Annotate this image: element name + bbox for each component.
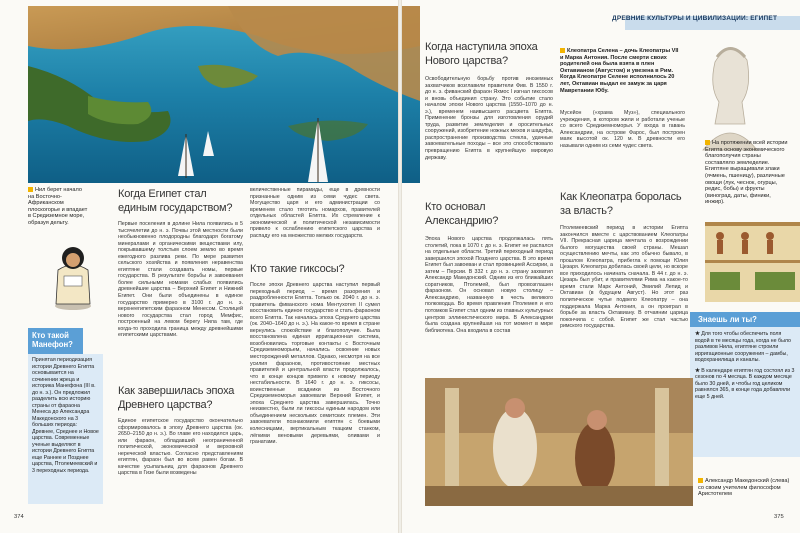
- scribe-illustration: [48, 240, 98, 312]
- nile-caption-text: Нил берет начало на Восточно-Африканском плоскогорье и впадает в Средиземное море, образуя дельту.: [28, 187, 88, 226]
- did-you-know-item: ★ В календаре египтян год состоял из 3 сезонов по 4 месяца. В каждом месяце было 30 дней, и чтобы год целиком равнялся 365, в конце года добавляли еще 5 дней.: [695, 367, 795, 400]
- cleopatra-selene-caption-text: Клеопатра Селена – дочь Клеопатры VII и Марка Антония. После смерти своих родителей она была взята в плен Октавианом (Августом) и увезена в Рим. Когда Клеопатре Селене исполнилось 20 лет, Октавиан выдал ее замуж за царя Мавретании Юбу.: [560, 48, 679, 94]
- alexander-aristotle-painting: [425, 378, 693, 506]
- nile-landscape-image: [28, 6, 420, 183]
- text-cleopatra: Птолемеевский период в истории Египта закончился вместе с царствованием Клеопатры VII. Прекрасная царица мечтала о возрождении былого могущества своей страны. Мешал осуществлению мечты, как это обычно бывало, в прошлом Клеопатра, прибегла к помощи Юлия Цезаря. Клеопатра добилась своей цели, но вскоре все приходилось начинать сначала. В 44 г. до н. э. Цезарь был убит, и правителями Рима на какое-то время стали Марк Антоний, Эмилий Лепид и Октавиан (в будущем Август). Но этот раз политическое чутье подвело Клеопатру – она поддержала Марка Антония, а он проиграл в борьбе за власть Октавиану. В отчаянии царица покончила с собой. Египет же стал частью римского государства.: [560, 225, 688, 330]
- irrigation-caption-text: На протяжении всей истории Египта основу экономического благополучия страны составляло земледелие. Египтяне выращивали злаки (ячмень, пшеницу), различные овощи (лук, чеснок, огурцы, редис, бобы) и фрукты (виноград, даты, финики, инжир).: [705, 140, 788, 206]
- aristotle-caption: [698, 478, 793, 498]
- text-old-kingdom: Единое египетское государство окончательно сформировалось в эпоху Древнего царства (ок. 2650–2150 до н. э.). Во главе его находился царь, или фараон, обладавший неограниченной политической, экономической и верховной нереческой властью. Согласно представлениям египтян, фараон был во всем равен богам. В качестве усыпальниц для фараонов Древнего царства в Гизе были возведены: [118, 418, 243, 477]
- cleopatra-bust-image: [697, 32, 763, 152]
- page-number-right: 375: [774, 514, 784, 520]
- text-mouseion: Мусейон («храма Муз»), специального учреждения, в котором жили и работали ученые со всего Средиземноморья. У входа в гавань Александрии, на острове Фарос, был построен маяк высотой ок. 120 м. В древности его называли одним из семи чудес света.: [560, 110, 685, 149]
- heading-new-kingdom: Когда наступила эпоха Нового царства?: [425, 41, 538, 67]
- did-you-know-item: ★ Для того чтобы обеспечить поля водой в те месяцы года, когда не было разливов Нила, египтяне строили ирригационные сооружения – дамбы, водохранилища и каналы.: [695, 331, 791, 363]
- heading-old-kingdom: Как завершилась эпоха Древнего царства?: [118, 385, 235, 411]
- did-you-know-body: [690, 327, 800, 457]
- nile-photo: [28, 6, 420, 183]
- cleopatra-selene-caption: [560, 48, 680, 94]
- text-unified-state: Первые поселения в долине Нила появились в 5 тысячелетии до н. э. Почвы этой местности были необыкновенно плодородны благодаря богатому минералами и органическими веществами илу, покрывавшему толстым слоем землю во время ежегодного разлива реки. По мере развития сельского хозяйства и появления неравенства египтяне стали создавать номы, первые государства. В результате борьбы и завоевания более сильными номами слабых появились древнейшие царства – Верхний Египет и Нижний Египет. Они были объединены в единое государство примерно в 3100 г. до н. э. верхнеегипетским фараоном Менесом. Столицей нового государства стал город Мемфис, построенный на левом берегу Нила там, где когда-то проходила граница между древнейшими египетскими царствами.: [118, 221, 243, 339]
- text-alexandria: Эпоха Нового царства продолжалась пять столетий, пока в 1070 г. до н. э. Египет не распался на отдельные области. Третий переходный период завершился эпохой Позднего царства. В это время Египет был завоеван и стал провинцией Ассирии, а затем – Персии. В 332 г. до н. э. страну захватил Александр Македонский. Одним из его ближайших соратников, Птолемей, был провозглашен фараоном. Он основал новую столицу – Александрию, названную в честь великого полководца. Во время правления Птолемея и его потомков Египет стал одним из главных культурных центров эллинистического мира. В Александрии была создана крупнейшая на тот момент в мире библиотека. Она входила в состав: [425, 236, 553, 334]
- who-was-menes-body: Принятая периодизация истории Древнего Египта основывается на сочинении жреца и историка Манефона (III в. до н. э.). Он предложил разделить всю историю страны от фараона Менеса до Александра Македонского на 3 больших периода: Древнее, Среднее и Новое царства. Современные ученые выделяют в истории Древнего Египта еще Раннее и Позднее царства, Птолемеевский и 3 переходных периода.: [28, 354, 103, 504]
- heading-hyksos: Кто такие гиксосы?: [250, 263, 345, 275]
- text-hyksos: После эпохи Древнего царства наступил первый переходный период – время разорения и раздробленности Египта. Только ок. 2040 г. до н. э. правитель фиванского нома Ментухотеп II сумел восстановить единое государство и стать фараоном всего Египта. Так началась эпоха Среднего царства (ок. 2040–1640 до н. э.). На какое-то время в стране вернулись спокойствие и благополучие. Была восстановлена единая ирригационная система, возобновились торговые контакты с Восточным Средиземноморьем, начались освоение новых месторождений металлов. Однако, несмотря на все усилия фараонов, противостояние местных правителей и центральной власти продолжалось, что в конце концов привело к новому периоду нестабильности. В 1640 г. до н. э. гиксосы, воинственные всадники из Восточного Средиземноморья завоевали Верхний Египет, и эпоха Среднего царства завершилась. Точно неизвестно, были ли гиксосы единым народом или объединением нескольких семитских племен. Эти завоеватели познакомили египтян с боевыми колесницами, вертикальным ткацким станком, лёгкими веновыми деревьями, оливами и гранатами.: [250, 282, 380, 446]
- page-number-left: 374: [14, 514, 24, 520]
- nile-caption: [28, 187, 88, 227]
- heading-cleopatra: Как Клеопатра боролась за власть?: [560, 191, 682, 217]
- section-header: ДРЕВНИЕ КУЛЬТУРЫ И ЦИВИЛИЗАЦИИ: ЕГИПЕТ: [612, 15, 778, 22]
- text-new-kingdom: Освободительную борьбу против иноземных захватчиков возглавили правители Фив. В 1550 г. до н. э. фиванский фараон Яхмос I изгнал гиксосов и вновь объединил страну. Это событие стало началом эпохи Нового царства (1550–1070 до н. э.), временем наивысшего расцвета Египта. Применение бронзы для изготовления орудий труда, развитие земледелия и оросительных сооружений, изобретение ножных мехов и шадуфа, распространение производства стекла, удачные завоевательные походы – все это способствовало превращению Египта в крупнейшую мировую державу.: [425, 76, 553, 161]
- bullet-icon: [560, 48, 565, 53]
- heading-alexandria: Кто основал Александрию?: [425, 201, 499, 227]
- irrigation-caption: [705, 140, 790, 206]
- farming-fresco-image: [705, 222, 800, 302]
- text-pyramids: величественные пирамиды, еще в древности признанные одним из семи чудес света. Могущество царя и его администрации со временем стало тяготить номархов, правителей отдельных областей Египта. Их стремление к экономической и политической независимости привело к ослаблению египетского царства и распаду его на множество мелких государств.: [250, 187, 380, 239]
- did-you-know-title: Знаешь ли ты?: [690, 312, 800, 327]
- who-was-menes-title: Кто такой Манефон?: [28, 328, 83, 354]
- book-gutter: [398, 0, 402, 533]
- did-you-know-item2-text: В календаре египтян год состоял из 3 сезонов по 4 месяца. В каждом месяце было 30 дней, и чтобы год целиком равнялся 365, в конце года добавляли еще 5 дней.: [695, 367, 795, 400]
- bullet-icon: [705, 140, 710, 145]
- bullet-icon: [28, 187, 33, 192]
- aristotle-caption-text: Александр Македонский (слева) со своим учителем философом Аристотелем: [698, 478, 790, 498]
- heading-unified-state: Когда Египет стал единым государством?: [118, 188, 233, 214]
- bullet-icon: [698, 478, 703, 483]
- did-you-know-item1-text: Для того чтобы обеспечить поля водой в те месяцы года, когда не было разливов Нила, египтяне строили ирригационные сооружения – дамбы, водохранилища и каналы.: [695, 331, 791, 363]
